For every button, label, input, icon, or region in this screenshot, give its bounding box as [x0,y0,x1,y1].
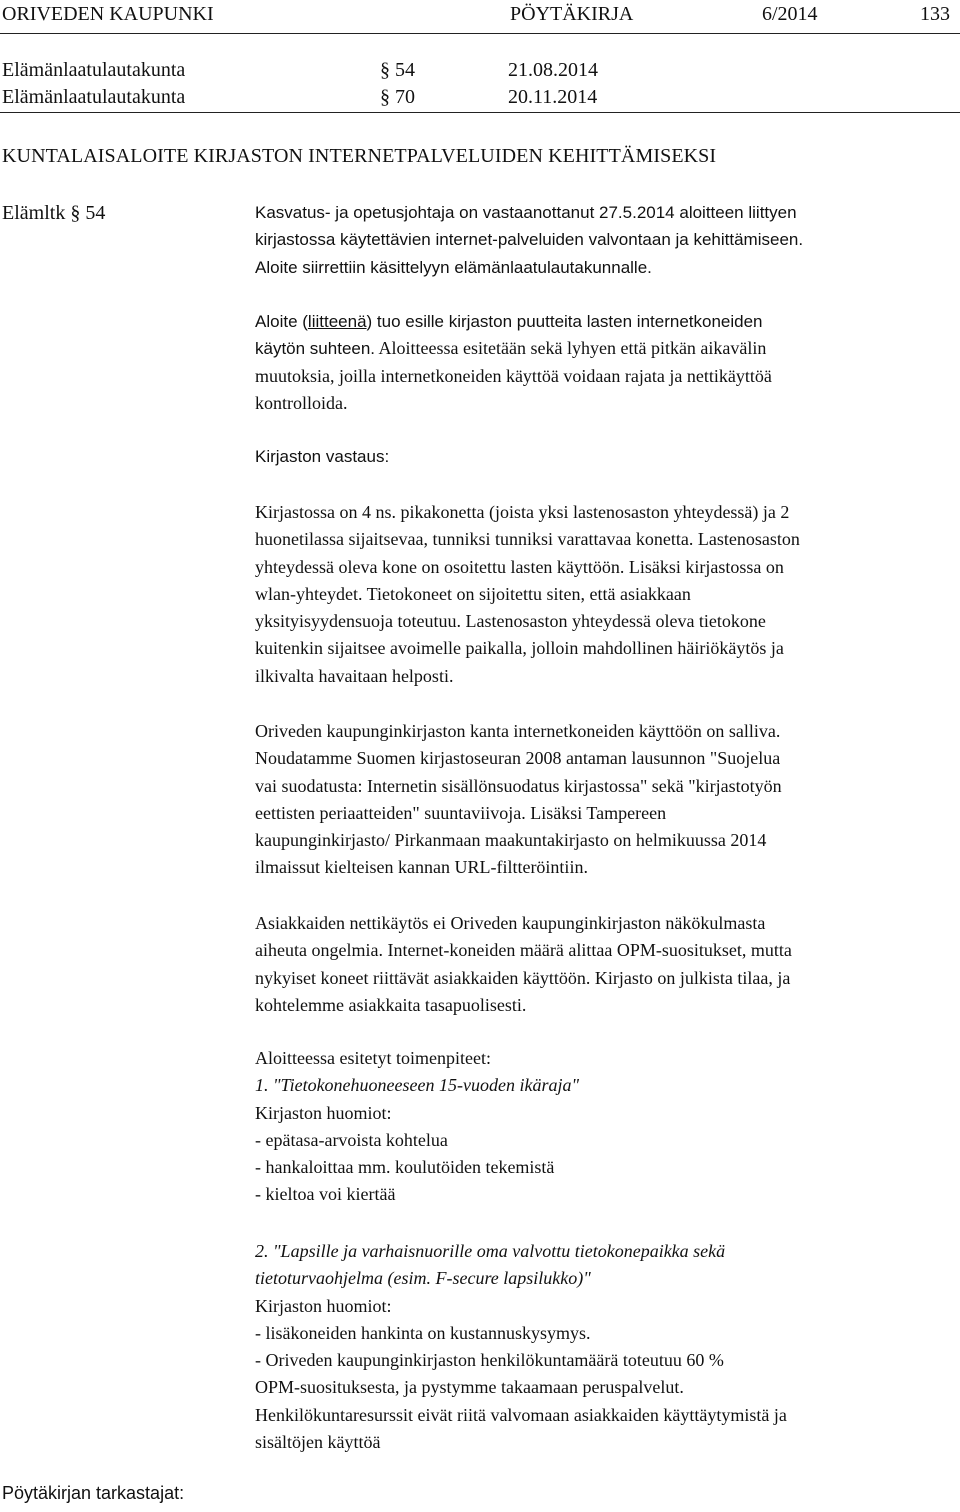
meeting-date: 20.11.2014 [508,86,598,108]
text-line: Aloite siirrettiin käsittelyyn elämänlaatulautakunnalle. [255,257,652,277]
document-title: KUNTALAISALOITE KIRJASTON INTERNETPALVELUIDEN KEHITTÄMISEKSI [2,145,717,167]
text-line: eettisten periaatteiden" suuntaviivoja. Lisäksi Tampereen [255,802,667,823]
text-line: Oriveden kaupunginkirjaston kanta internetkoneiden käyttöön on salliva. [255,721,781,741]
measure-2-section [255,1238,955,1456]
meeting-body: Elämänlaatulautakunta [2,59,186,81]
reply-paragraph-3 [255,910,955,1019]
list-item: - lisäkoneiden hankinta on kustannuskysymys. [255,1322,591,1343]
text-line: vai suodatusta: Internetin sisällönsuodatus kirjastossa" sekä "kirjastotyön [255,775,782,796]
reply-paragraph-1 [255,499,955,690]
list-item: - epätasa-arvoista kohtelua [255,1129,448,1150]
document-type: PÖYTÄKIRJA [510,3,634,25]
measures-heading: Aloitteessa esitetyt toimenpiteet: [255,1048,491,1068]
list-item: OPM-suosituksesta, ja pystymme takaamaan peruspalvelut. [255,1377,684,1398]
minutes-checkers-label: Pöytäkirjan tarkastajat: [2,1483,185,1503]
text-line: muutoksia, joilla internetkoneiden käyttöä voidaan rajata ja nettikäyttöä [255,365,772,386]
text-line: ilkivalta havaitaan helposti. [255,665,454,686]
text-line: kaupunginkirjasto/ Pirkanmaan maakuntakirjasto on helmikuussa 2014 [255,830,767,851]
text-line: nykyiset koneet riittävät asiakkaiden käyttöön. Kirjasto on julkista tilaa, ja [255,967,791,988]
org-name: ORIVEDEN KAUPUNKI [2,3,214,25]
measure-2-notes-heading: Kirjaston huomiot: [255,1295,392,1316]
measure-1-title: 1. "Tietokonehuoneeseen 15-vuoden ikäraja" [255,1075,580,1096]
measure-1-notes-heading: Kirjaston huomiot: [255,1102,392,1123]
measure-2-title: 2. "Lapsille ja varhaisnuorille oma valvottu tietokonepaikka sekä [255,1241,726,1261]
list-item: Henkilökuntaresurssit eivät riitä valvomaan asiakkaiden käyttäytymistä ja [255,1404,787,1425]
measure-2-title: tietoturvaohjelma (esim. F-secure lapsilukko)" [255,1268,591,1289]
text-line: huonetilassa sijaitsevaa, tunniksi tunniksi varattavaa konetta. Lastenosaston [255,529,800,550]
text-line: Kirjastossa on 4 ns. pikakonetta (joista yksi lastenosaston yhteydessä) ja 2 [255,502,790,522]
meta-rule [0,112,960,113]
text-line: kohtelemme asiakkaita tasapuolisesti. [255,994,527,1015]
text-line: yhteydessä oleva kone on osoitettu lasten käyttöön. Lisäksi kirjastossa on [255,556,784,577]
text-line: aiheuta ongelmia. Internet-koneiden määrä alittaa OPM-suositukset, mutta [255,940,792,961]
measures-section [255,1045,955,1209]
page-number: 133 [920,3,950,25]
text-line: yksityisyydensuoja toteutuu. Lastenosaston yhteydessä oleva tietokone [255,611,766,632]
reply-paragraph-2 [255,718,955,882]
text-line: wlan-yhteydet. Tietokoneet on sijoitettu siten, että asiakkaan [255,583,691,604]
proposal-paragraph [255,308,955,417]
meeting-section: § 54 [380,59,415,81]
text-line: käytön suhteen. Aloitteessa esitetään sekä lyhyen että pitkän aikavälin [255,338,767,359]
text-line: Noudatamme Suomen kirjastoseuran 2008 antaman lausunnon "Suojelua [255,748,781,769]
meeting-body: Elämänlaatulautakunta [2,86,186,108]
section-ref: Elämltk § 54 [2,202,106,224]
text-line: kontrolloida. [255,392,348,413]
list-item: - kieltoa voi kiertää [255,1184,396,1205]
list-item: - hankaloittaa mm. koulutöiden tekemistä [255,1157,555,1178]
text-line: kuitenkin sijaitsee avoimelle paikalla, jolloin mahdollinen häiriökäytös ja [255,638,784,659]
text-line: ilmaissut kielteisen kannan URL-filtteröintiin. [255,857,588,878]
list-item: - Oriveden kaupunginkirjaston henkilökuntamäärä toteutuu 60 % [255,1350,724,1371]
attachment-link[interactable]: liitteenä [307,312,367,331]
meeting-date: 21.08.2014 [508,59,598,81]
text-line: Aloite (liitteenä) tuo esille kirjaston puutteita lasten internetkoneiden [255,312,763,331]
text-line: Kasvatus- ja opetusjohtaja on vastaanottanut 27.5.2014 aloitteen liittyen [255,203,797,222]
meeting-section: § 70 [380,86,415,108]
issue-number: 6/2014 [762,3,818,25]
intro-paragraph [255,199,955,281]
header-rule [0,33,960,34]
text-line: kirjastossa käytettävien internet-palveluiden valvontaan ja kehittämiseen. [255,230,804,250]
text-line: Asiakkaiden nettikäytös ei Oriveden kaupunginkirjaston näkökulmasta [255,913,766,933]
list-item: sisältöjen käyttöä [255,1432,381,1453]
reply-heading: Kirjaston vastaus: [255,447,390,466]
